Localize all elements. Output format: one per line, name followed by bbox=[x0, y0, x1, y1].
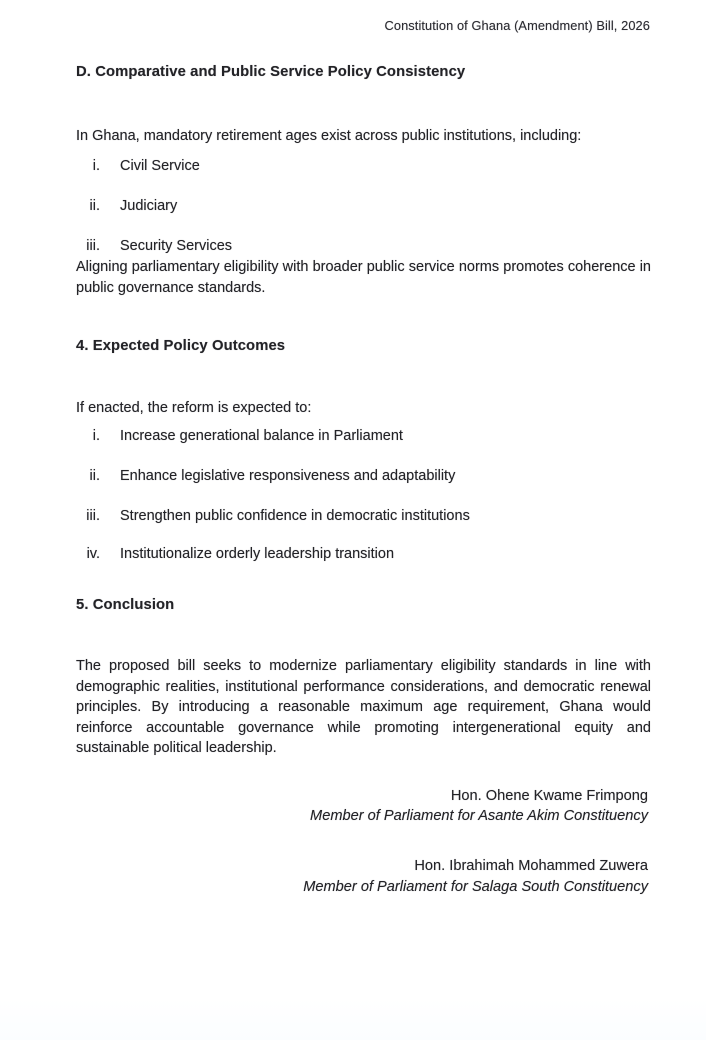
signature-title: Member of Parliament for Salaga South Constituency bbox=[303, 879, 648, 895]
list-item-text: Increase generational balance in Parliament bbox=[120, 428, 403, 444]
list-item-numeral: ii. bbox=[89, 198, 100, 214]
list-item-text: Security Services bbox=[120, 238, 233, 254]
signature-name: Hon. Ibrahimah Mohammed Zuwera bbox=[414, 858, 648, 874]
signature-name: Hon. Ohene Kwame Frimpong bbox=[450, 788, 648, 804]
list-item-text: Civil Service bbox=[120, 158, 200, 174]
section-d-closing: Aligning parliamentary eligibility with broader public service norms promotes coherence in public governance standards. bbox=[76, 259, 651, 296]
list-item bbox=[76, 508, 651, 524]
list-item-numeral: ii. bbox=[89, 468, 100, 484]
list-item-numeral: iii. bbox=[86, 508, 100, 524]
list-item-text: Enhance legislative responsiveness and adaptability bbox=[120, 468, 456, 484]
list-item-numeral: iii. bbox=[86, 238, 100, 254]
list-item-text: Judiciary bbox=[120, 198, 178, 214]
list-item-text: Strengthen public confidence in democratic institutions bbox=[120, 508, 470, 524]
list-item-numeral: i. bbox=[92, 158, 100, 174]
list-item-numeral: i. bbox=[92, 428, 100, 444]
document-header: Constitution of Ghana (Amendment) Bill, 2026 bbox=[384, 18, 650, 33]
signature-title: Member of Parliament for Asante Akim Constituency bbox=[310, 808, 648, 824]
section-5-heading: 5. Conclusion bbox=[76, 597, 175, 613]
section-d-intro: In Ghana, mandatory retirement ages exist across public institutions, including: bbox=[76, 128, 582, 144]
list-item bbox=[76, 546, 651, 562]
list-item bbox=[76, 468, 651, 484]
list-item bbox=[76, 158, 651, 174]
list-item bbox=[76, 198, 651, 214]
list-item bbox=[76, 428, 651, 444]
section-4-intro: If enacted, the reform is expected to: bbox=[76, 400, 312, 416]
section-d-heading: D. Comparative and Public Service Policy Consistency bbox=[76, 64, 466, 80]
list-item-text: Institutionalize orderly leadership transition bbox=[120, 546, 395, 562]
conclusion-paragraph: The proposed bill seeks to modernize parliamentary eligibility standards in line with demographic realities, institutional performance considerations, and democratic renewal principles. By introducing a reasonable maximum age requirement, Ghana would reinforce accountable governance while promoting intergenerational equity and sustainable political leadership. bbox=[76, 658, 651, 756]
list-item bbox=[76, 238, 651, 254]
list-item-numeral: iv. bbox=[86, 546, 100, 562]
section-4-heading: 4. Expected Policy Outcomes bbox=[76, 338, 286, 354]
